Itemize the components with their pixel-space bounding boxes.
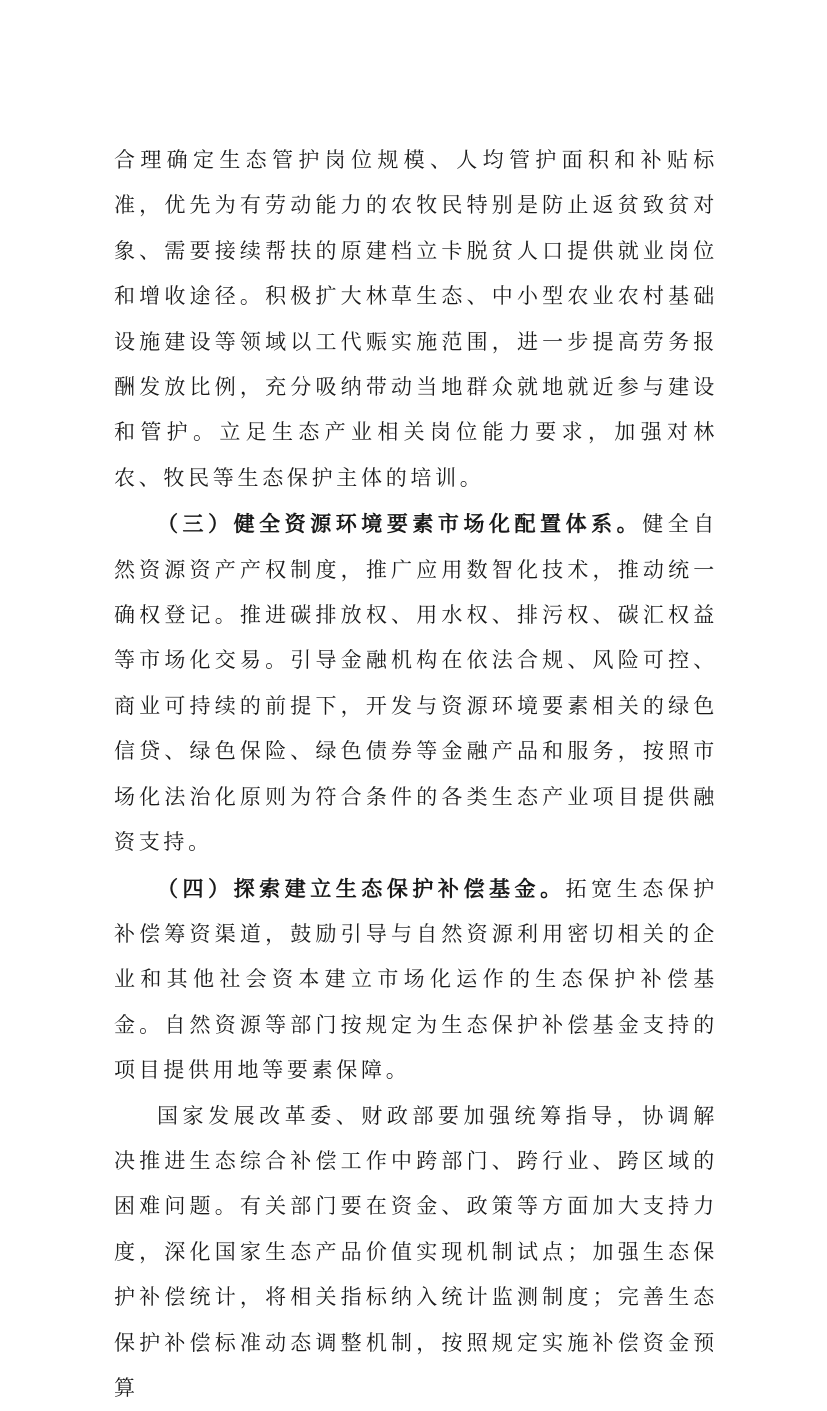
body-text bbox=[114, 138, 718, 1411]
paragraph-text: 合理确定生态管护岗位规模、人均管护面积和补贴标准，优先为有劳动能力的农牧民特别是防止返贫致贫对象、需要接续帮扶的原建档立卡脱贫人口提供就业岗位和增收途径。积极扩大林草生态、中小型农业农村基础设施建设等领域以工代赈实施范围，进一步提高劳务报酬发放比例，充分吸纳带动当地群众就地就近参与建设和管护。立足生态产业相关岗位能力要求，加强对林农、牧民等生态保护主体的培训。 bbox=[114, 148, 718, 490]
paragraph-section-3 bbox=[114, 501, 718, 865]
section-heading-3: （三）健全资源环境要素市场化配置体系。 bbox=[157, 511, 643, 537]
paragraph-text: 国家发展改革委、财政部要加强统筹指导，协调解决推进生态综合补偿工作中跨部门、跨行业、跨区域的困难问题。有关部门要在资金、政策等方面加大支持力度，深化国家生态产品价值实现机制试点；加强生态保护补偿统计，将相关指标纳入统计监测制度；完善生态保护补偿标准动态调整机制，按照规定实施补偿资金预算 bbox=[114, 1103, 718, 1400]
paragraph-text: 拓宽生态保护补偿筹资渠道，鼓励引导与自然资源利用密切相关的企业和其他社会资本建立市场化运作的生态保护补偿基金。自然资源等部门按规定为生态保护补偿基金支持的项目提供用地等要素保障。 bbox=[114, 876, 718, 1083]
paragraph-section-4 bbox=[114, 866, 718, 1094]
section-heading-4: （四）探索建立生态保护补偿基金。 bbox=[157, 875, 566, 901]
paragraph-continuation bbox=[114, 138, 718, 501]
paragraph-closing bbox=[114, 1094, 718, 1411]
paragraph-text: 健全自然资源资产产权制度，推广应用数智化技术，推动统一确权登记。推进碳排放权、用水权、排污权、碳汇权益等市场化交易。引导金融机构在依法合规、风险可控、商业可持续的前提下，开发与资源环境要素相关的绿色信贷、绿色保险、绿色债券等金融产品和服务，按照市场化法治化原则为符合条件的各类生态产业项目提供融资支持。 bbox=[114, 512, 718, 855]
